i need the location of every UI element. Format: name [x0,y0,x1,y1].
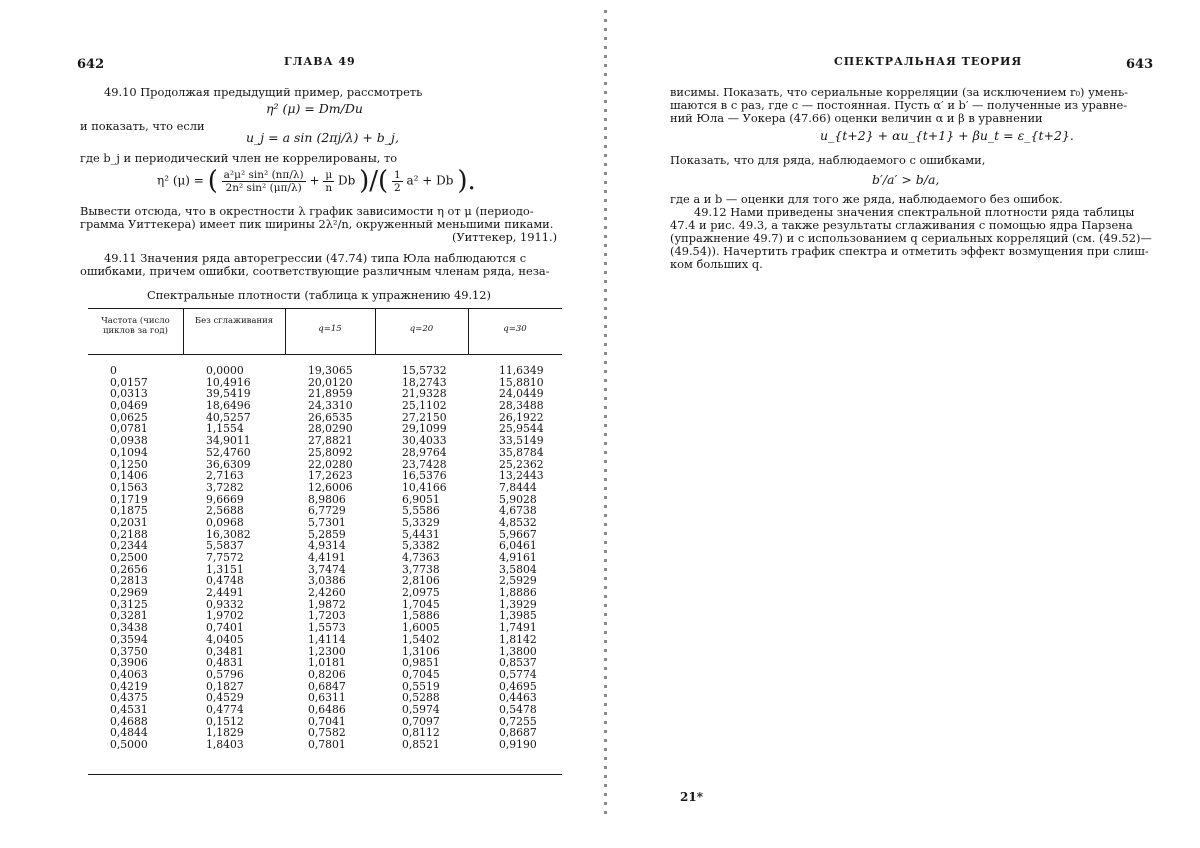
table-cell: 5,3382 [402,539,440,553]
table-cell: 0,2188 [110,527,148,541]
table-cell: 0,7041 [308,714,346,728]
table-cell: 28,9764 [402,445,447,459]
page-number: 643 [1126,57,1154,72]
table-cell: 18,2743 [402,375,447,389]
table-cell: 0,0781 [110,422,148,436]
table-cell: 0,4463 [499,691,537,705]
signature-mark: 21* [680,790,703,804]
table-cell: 17,2623 [308,469,353,483]
table-cell: 16,5376 [402,469,447,483]
table-cell: 10,4916 [206,375,251,389]
table-cell: 33,5149 [499,434,544,448]
table-cell: 15,8810 [499,375,544,389]
table-cell: 1,8886 [499,586,537,600]
table-cell: 1,7491 [499,621,537,635]
table-cell: 0,1563 [110,480,148,494]
table-cell: 0,3281 [110,609,148,623]
table-cell: 1,0181 [308,656,346,670]
table-cell: 0,7045 [402,667,440,681]
table-cell: 0,1406 [110,469,148,483]
fraction-half: $\frac{1}{2}$ [394,168,401,194]
table-cell: 22,0280 [308,457,353,471]
table-cell: 2,4260 [308,586,346,600]
exercise-49-11-line2: ошибками, причем ошибки, соответствующие различным членам ряда, неза- [80,264,550,278]
table-cell: 35,8784 [499,445,544,459]
table-cell: 0,9190 [499,738,537,751]
table-cell: 4,8532 [499,515,537,529]
table-cell: 0,1827 [206,679,244,693]
table-cell: 1,8403 [206,738,244,751]
table-cell: 0,7582 [308,726,346,740]
exercise-49-10-line3: где b_j и периодический член не коррелированы, то [80,151,398,165]
table-cell: 3,7738 [402,562,440,576]
table-cell: 0,5288 [402,691,440,705]
exercise-49-10-line4: Вывести отсюда, что в окрестности λ график зависимости η от μ (периодо- [80,204,534,218]
fraction-mu-n: $\frac{\mu}{n}$ [325,168,333,194]
table-cell: 40,5257 [206,410,251,424]
table-cell: 0 [110,364,117,377]
table-cell: 25,9544 [499,422,544,436]
table-cell: 0,1875 [110,504,148,518]
paragraph-line3: ний Юла — Уокера (47.66) оценки величин α и β в уравнении [670,111,1043,125]
table-cell: 6,7729 [308,504,346,518]
table-cell: 5,5586 [402,504,440,518]
table-cell: 34,9011 [206,434,251,448]
table-cell: 0,4844 [110,726,148,740]
table-cell: 0,5774 [499,667,537,681]
table-cell: 0,3481 [206,644,244,658]
exercise-49-11-line1: 49.11 Значения ряда авторегрессии (47.74) типа Юла наблюдаются с [104,251,527,265]
table-cell: 7,7572 [206,551,244,564]
table-cell: 3,5804 [499,562,537,576]
table-cell: 0,5000 [110,738,148,751]
table-cell: 5,2859 [308,527,346,541]
table-cell: 26,1922 [499,410,544,424]
table-cell: 3,7474 [308,562,346,576]
table-cell: 0,0625 [110,410,148,424]
table-cell: 1,3985 [499,609,537,623]
exercise-49-10-line2: и показать, что если [80,119,205,133]
table-cell: 0,6847 [308,679,346,693]
table-cell: 0,4219 [110,679,148,693]
table-cell: 4,9161 [499,551,537,564]
table-cell: 2,5929 [499,574,537,588]
table-cell: 0,3750 [110,644,148,658]
table-cell: 1,7045 [402,597,440,611]
table-cell: 0,1719 [110,492,148,506]
table-cell: 25,2362 [499,457,544,471]
table-cell: 1,1554 [206,422,244,436]
table-cell: 0,8112 [402,726,440,740]
table-cell: 15,5732 [402,364,447,377]
table-cell: 0,9332 [206,597,244,611]
exercise-49-10-line5: грамма Уиттекера) имеет пик ширины 2λ²/n, окруженный меньшими пиками. [80,217,554,231]
table-cell: 0,4531 [110,702,148,716]
table-cell: 52,4760 [206,445,251,459]
exercise-49-12-line1: 49.12 Нами приведены значения спектральной плотности ряда таблицы [694,205,1135,219]
table-cell: 0,3906 [110,656,148,670]
table-cell: 1,3106 [402,644,440,658]
table-cell: 5,3329 [402,515,440,529]
table-cell: 1,5573 [308,621,346,635]
table-cell: 0,0000 [206,364,244,377]
running-head: ГЛАВА 49 [284,55,356,68]
column-q15 [308,365,353,751]
table-cell: 1,4114 [308,632,346,646]
table-cell: 5,9028 [499,492,537,506]
table-cell: 0,0968 [206,515,244,529]
header-q20: q=20 [409,324,434,334]
table-cell: 0,4748 [206,574,244,588]
table-cell: 21,9328 [402,387,447,401]
table-cell: 3,7282 [206,480,244,494]
column-unsmoothed [206,365,251,751]
table-cell: 5,4431 [402,527,440,541]
table-cell: 5,7301 [308,515,346,529]
table-cell: 0,2031 [110,515,148,529]
where-line: где a и b — оценки для того же ряда, наблюдаемого без ошибок. [670,192,1063,206]
exercise-49-12-line5: ком больших q. [670,257,763,271]
table-cell: 13,2443 [499,469,544,483]
table-cell: 0,9851 [402,656,440,670]
table-cell: 0,7801 [308,738,346,751]
column-frequency [110,365,148,751]
table-cell: 5,5837 [206,539,244,553]
table-cell: 11,6349 [499,364,544,377]
table-cell: 0,4695 [499,679,537,693]
table-cell: 28,0290 [308,422,353,436]
table-cell: 25,8092 [308,445,353,459]
table-cell: 0,2656 [110,562,148,576]
table-cell: 24,3310 [308,399,353,413]
header-q30: q=30 [503,324,527,334]
exercise-49-12-line3: (упражнение 49.7) и с использованием q сериальных корреляций (см. (49.52)— [670,231,1152,245]
table-cell: 6,9051 [402,492,440,506]
table-cell: 30,4033 [402,434,447,448]
table-cell: 25,1102 [402,399,447,413]
table-cell: 0,5478 [499,702,537,716]
table-cell: 16,3082 [206,527,251,541]
table-cell: 2,4491 [206,586,244,600]
table-cell: 0,2500 [110,551,148,564]
table-cell: 1,3151 [206,562,244,576]
formula-uj: u_j = a sin (2πj/λ) + b_j, [246,130,399,145]
table-cell: 2,5688 [206,504,244,518]
table-cell: 0,7097 [402,714,440,728]
table-cell: 19,3065 [308,364,353,377]
table-cell: 0,6311 [308,691,346,705]
table-cell: 0,0469 [110,399,148,413]
table-cell: 36,6309 [206,457,251,471]
table-cell: 4,7363 [402,551,440,564]
table-cell: 0,3125 [110,597,148,611]
citation: (Уиттекер, 1911.) [452,230,558,244]
header-frequency: Частота (число циклов за год) [101,316,170,336]
table-cell: 1,9702 [206,609,244,623]
table-cell: 0,7255 [499,714,537,728]
table-cell: 1,5886 [402,609,440,623]
table-cell: 1,3800 [499,644,537,658]
table-cell: 2,7163 [206,469,244,483]
table-cell: 1,7203 [308,609,346,623]
table-cell: 6,0461 [499,539,537,553]
table-cell: 12,6006 [308,480,353,494]
table-cell: 20,0120 [308,375,353,389]
table-cell: 0,3438 [110,621,148,635]
table-cell: 2,0975 [402,586,440,600]
table-cell: 1,9872 [308,597,346,611]
exercise-49-12-line2: 47.4 и рис. 49.3, а также результаты сглаживания с помощью ядра Парзена [670,218,1133,232]
table-cell: 1,8142 [499,632,537,646]
table-cell: 28,3488 [499,399,544,413]
paragraph-line2: шаются в c раз, где c — постоянная. Пусть α′ и b′ — полученные из уравне- [670,98,1128,112]
table-caption: Спектральные плотности (таблица к упражнению 49.12) [147,288,491,302]
fraction-main: $\frac{\text{a²μ² sin² (nπ/λ)}}{\text{2n² sin² (μπ/λ)}}$ [223,168,304,194]
spectral-density-table [88,308,562,776]
table-cell: 27,8821 [308,434,353,448]
table-cell: 4,4191 [308,551,346,564]
table-cell: 0,0157 [110,375,148,389]
table-cell: 39,5419 [206,387,251,401]
table-cell: 26,6535 [308,410,353,424]
table-cell: 1,3929 [499,597,537,611]
table-cell: 1,6005 [402,621,440,635]
table-cell: 4,0405 [206,632,244,646]
table-cell: 0,4529 [206,691,244,705]
table-cell: 0,8521 [402,738,440,751]
table-cell: 9,6669 [206,492,244,506]
formula-lhs: η² (μ) = [157,173,204,188]
paragraph-line1: висимы. Показать, что сериальные корреляции (за исключением r₀) умень- [670,85,1129,99]
table-cell: 0,7401 [206,621,244,635]
table-cell: 0,3594 [110,632,148,646]
table-cell: 0,0938 [110,434,148,448]
table-cell: 0,4774 [206,702,244,716]
table-cell: 4,9314 [308,539,346,553]
right-page [600,0,1200,848]
table-cell: 0,2813 [110,574,148,588]
table-cell: 0,2344 [110,539,148,553]
table-cell: 29,1099 [402,422,447,436]
table-cell: 0,2969 [110,586,148,600]
table-cell: 0,1512 [206,714,244,728]
show-line: Показать, что для ряда, наблюдаемого с ошибками, [670,153,986,167]
table-cell: 0,8206 [308,667,346,681]
table-cell: 1,1829 [206,726,244,740]
formula-eta-expression: η² (μ) = ( $\frac{\text{a²μ² sin² (nπ/λ)}}{\text{2n² sin² (μπ/λ)}}$ + $\frac{\mu}{n}$ Db )/( $\frac{1}{2}$ a² + Db ). [157,166,476,196]
running-head: СПЕКТРАЛЬНАЯ ТЕОРИЯ [834,55,1023,68]
table-cell: 0,8687 [499,726,537,740]
table-cell: 18,6496 [206,399,251,413]
table-cell: 0,5974 [402,702,440,716]
table-cell: 0,5519 [402,679,440,693]
table-cell: 0,6486 [308,702,346,716]
table-cell: 24,0449 [499,387,544,401]
table-cell: 7,8444 [499,480,537,494]
column-q20 [402,365,447,751]
table-cell: 1,5402 [402,632,440,646]
table-cell: 0,4063 [110,667,148,681]
table-cell: 0,4688 [110,714,148,728]
table-cell: 8,9806 [308,492,346,506]
table-cell: 5,9667 [499,527,537,541]
table-cell: 4,6738 [499,504,537,518]
table-cell: 0,4831 [206,656,244,670]
table-cell: 0,5796 [206,667,244,681]
table-cell: 27,2150 [402,410,447,424]
table-cell: 0,8537 [499,656,537,670]
column-q30 [499,365,544,751]
formula-yule-walker: u_{t+2} + αu_{t+1} + βu_t = ε_{t+2}. [820,128,1074,143]
table-cell: 21,8959 [308,387,353,401]
table-cell: 0,4375 [110,691,148,705]
table-cell: 1,2300 [308,644,346,658]
table-cell: 0,1094 [110,445,148,459]
header-unsmoothed: Без сглаживания [194,316,274,326]
exercise-49-10-line1: 49.10 Продолжая предыдущий пример, рассмотреть [104,85,423,99]
table-cell: 3,0386 [308,574,346,588]
table-cell: 2,8106 [402,574,440,588]
table-cell: 0,1250 [110,457,148,471]
header-q15: q=15 [318,324,342,334]
table-cell: 0,0313 [110,387,148,401]
page-number: 642 [77,57,105,72]
formula-inequality: b′/a′ > b/a, [872,172,940,187]
formula-eta-dm-du: η² (μ) = Dm/Du [266,101,363,116]
table-cell: 10,4166 [402,480,447,494]
exercise-49-12-line4: (49.54)). Начертить график спектра и отметить эффект возмущения при слиш- [670,244,1149,258]
table-cell: 23,7428 [402,457,447,471]
